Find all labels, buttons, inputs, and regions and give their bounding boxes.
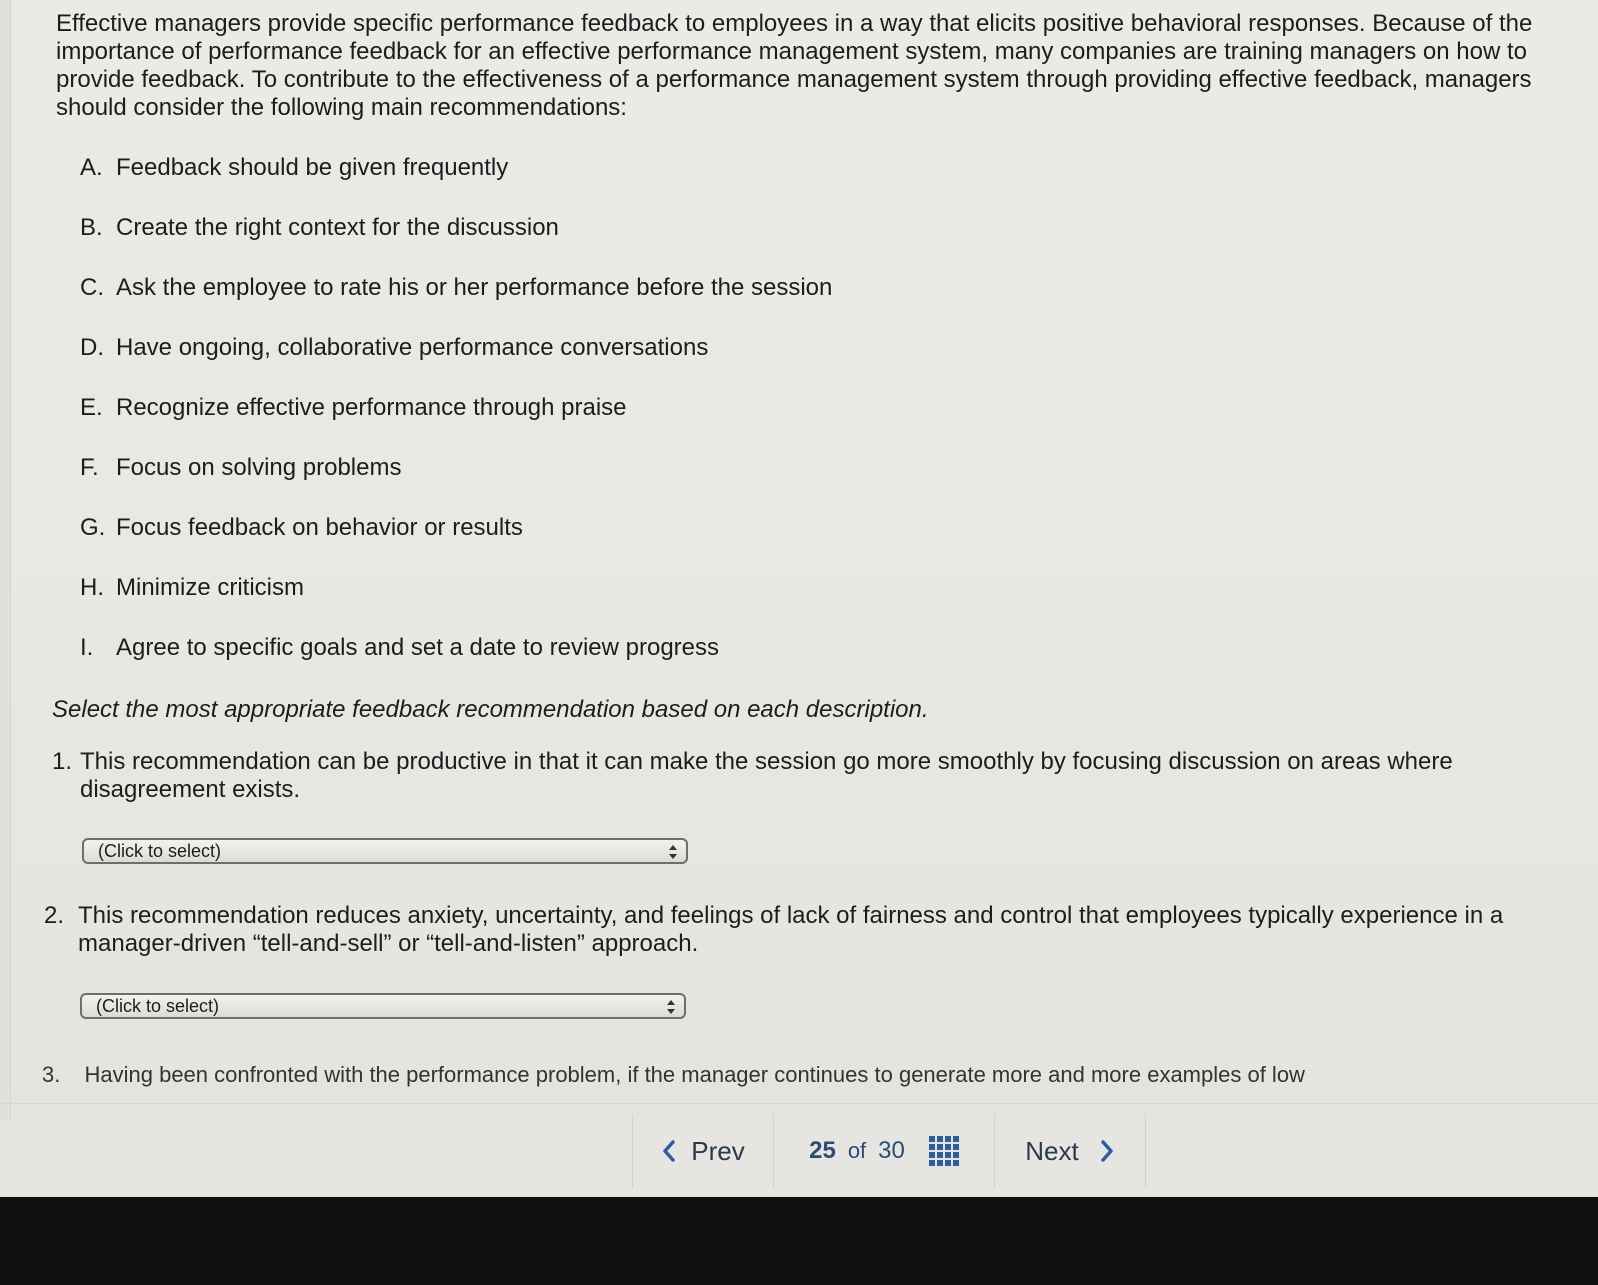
select-arrows-icon [666, 998, 676, 1016]
next-button[interactable] [995, 1136, 1145, 1167]
answer-select-1[interactable] [82, 838, 688, 864]
list-item: I. Agree to specific goals and set a date to review progress [80, 634, 719, 661]
list-item: G. Focus feedback on behavior or results [80, 514, 523, 541]
question-text: This recommendation reduces anxiety, uncertainty, and feelings of lack of fairness and control that employees typically experience in a manager-driven “tell-and-sell” or “tell-and-listen” approach. [78, 902, 1504, 957]
current-question-number: 25 [809, 1137, 836, 1164]
answer-select-2[interactable] [80, 993, 686, 1019]
total-questions: 30 [878, 1137, 905, 1164]
question-counter [774, 1136, 994, 1166]
next-label: Next [1025, 1135, 1079, 1166]
list-item: D. Have ongoing, collaborative performance conversations [80, 334, 709, 361]
recommendations-list [80, 150, 832, 690]
question-navigation [632, 1108, 1146, 1194]
left-panel-edge [0, 0, 11, 1120]
prev-label: Prev [691, 1135, 745, 1166]
question-3-partial: 3. Having been confronted with the performance problem, if the manager continues to generate more and more examples of low [42, 1062, 1305, 1087]
screen-bezel [0, 1197, 1598, 1285]
question-text: This recommendation can be productive in that it can make the session go more smoothly by focusing discussion on areas where disagreement exists. [80, 748, 1453, 803]
select-value: (Click to select) [98, 841, 222, 861]
question-1 [52, 748, 1522, 804]
list-item: E. Recognize effective performance through praise [80, 394, 627, 421]
intro-paragraph: Effective managers provide specific performance feedback to employees in a way that elicits positive behavioral responses. Because of the importance of performance feedback for an effective performance management system, many companies are training managers on how to provide feedback. To contribute to the effectiveness of a performance management system through providing effective feedback, managers should consider the following main recommendations: [56, 10, 1533, 121]
nav-separator [0, 1103, 1598, 1104]
chevron-left-icon [661, 1139, 677, 1163]
question-grid-icon[interactable] [929, 1136, 959, 1166]
list-item: C. Ask the employee to rate his or her performance before the session [80, 274, 833, 301]
question-number: 1. [52, 748, 73, 775]
question-number: 2. [44, 902, 65, 929]
list-item: B. Create the right context for the discussion [80, 214, 559, 241]
divider [1145, 1114, 1146, 1188]
list-item: H. Minimize criticism [80, 574, 304, 601]
chevron-right-icon [1099, 1139, 1115, 1163]
question-2 [44, 902, 1514, 958]
list-item: A. Feedback should be given frequently [80, 154, 509, 181]
list-item: F. Focus on solving problems [80, 454, 402, 481]
select-value: (Click to select) [96, 996, 220, 1016]
select-arrows-icon [668, 843, 678, 861]
of-label: of [847, 1138, 867, 1163]
prev-button[interactable] [633, 1136, 773, 1167]
instruction-text: Select the most appropriate feedback recommendation based on each description. [52, 696, 929, 723]
